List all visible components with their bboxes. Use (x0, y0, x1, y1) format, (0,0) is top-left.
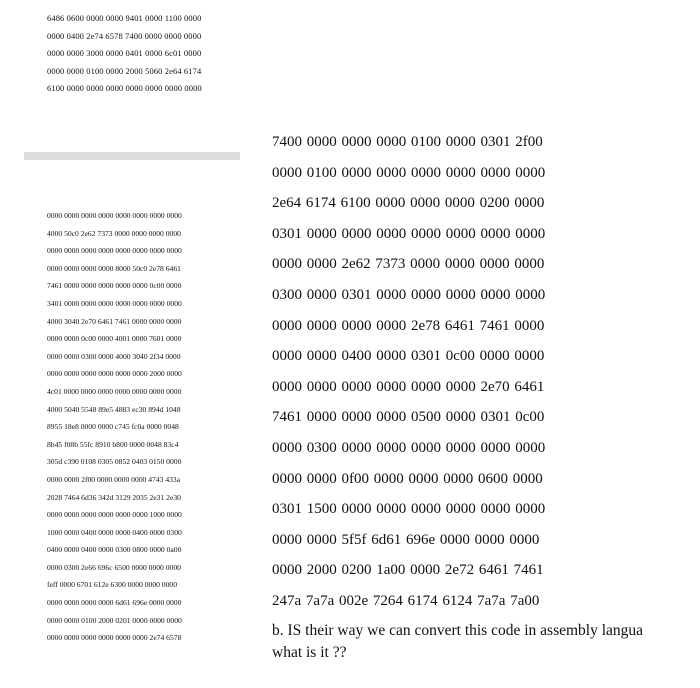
hex-dump-right-column (272, 127, 545, 617)
hex-line: 0000 0000 0000 0000 6d61 696e 0000 0000 (47, 598, 182, 608)
hex-line: 0000 0000 0c00 0000 4001 0000 7601 0000 (47, 334, 182, 344)
hex-line: 0301 0000 0000 0000 0000 0000 0000 0000 (272, 225, 546, 242)
hex-line: 0000 0000 0000 0000 0000 0000 2e74 6578 (47, 633, 182, 643)
hex-line: 6100 0000 0000 0000 0000 0000 0000 0000 (47, 83, 202, 93)
hex-line: 0000 0000 3000 0000 0401 0000 6c01 0000 (47, 48, 202, 58)
hex-line: 0000 0000 0000 0000 0000 0000 0000 0000 (47, 211, 182, 220)
hex-line: 0000 0000 2f00 0000 0000 0000 4743 433a (47, 474, 181, 484)
hex-line: 0000 0000 0f00 0000 0000 0000 0600 0000 (272, 470, 543, 487)
hex-line: 0000 0300 2e66 696c 6500 0000 0000 0000 (47, 562, 181, 572)
hex-dump-left-column (47, 207, 182, 647)
hex-line: 247a 7a7a 002e 7264 6174 6124 7a7a 7a00 (272, 592, 540, 609)
hex-line: 0000 0000 0000 0000 0000 0000 1000 0000 (47, 510, 182, 520)
hex-line: 0000 0000 0100 0000 2000 5060 2e64 6174 (47, 65, 202, 76)
hex-line: 0000 0000 0000 0000 0000 0000 0000 0000 (47, 246, 182, 256)
hex-line: 0000 0000 0000 0000 8000 50c0 2e78 6461 (47, 263, 181, 273)
hex-line: 0000 0000 2e62 7373 0000 0000 0000 0000 (272, 256, 545, 273)
hex-line: 0000 0400 2e74 6578 7400 0000 0000 0000 (47, 30, 202, 41)
hex-line: 1000 0000 0400 0000 0000 0400 0000 0300 (47, 527, 182, 537)
hex-line: 0301 1500 0000 0000 0000 0000 0000 0000 (272, 501, 546, 518)
hex-line: 0000 0000 0000 0000 0000 0000 2000 0000 (47, 369, 182, 379)
hex-line: 3401 0000 0000 0000 0000 0000 0000 0000 (47, 298, 182, 308)
hex-line: 7461 0000 0000 0000 0000 0000 0c00 0000 (47, 281, 182, 291)
hex-line: 0000 0000 0000 0000 2e78 6461 7461 0000 (272, 317, 545, 334)
hex-line: 4000 50c0 2e62 7373 0000 0000 0000 0000 (47, 228, 181, 238)
section-divider (24, 152, 240, 160)
hex-line: 2e64 6174 6100 0000 0000 0000 0200 0000 (272, 195, 545, 212)
hex-line: 0000 0000 0300 0000 4000 3040 2f34 0000 (47, 351, 181, 361)
hex-line: 4000 5040 5548 89e5 4883 ec30 894d 1048 (47, 404, 181, 414)
hex-line: 2028 7464 6d36 342d 3129 2035 2e31 2e30 (47, 492, 181, 502)
hex-line: 0300 0000 0301 0000 0000 0000 0000 0000 (272, 286, 546, 303)
hex-line: 4c01 0000 0000 0000 0000 0000 0000 0000 (47, 386, 182, 396)
hex-line: 7461 0000 0000 0000 0500 0000 0301 0c00 (272, 409, 545, 426)
hex-line: feff 0000 6701 612e 6300 0000 0000 0000 (47, 580, 177, 590)
question-text (272, 620, 697, 664)
hex-line: 0000 0000 0000 0000 0000 0000 2e70 6461 (272, 378, 545, 395)
hex-line: 8b45 f08b 55fc 8910 b800 0000 0048 83c4 (47, 439, 179, 449)
hex-line: 0000 2000 0200 1a00 0000 2e72 6461 7461 (272, 562, 544, 579)
hex-line: 305d c390 0108 0305 0852 0403 0150 0000 (47, 457, 182, 467)
hex-line: 0000 0100 0000 0000 0000 0000 0000 0000 (272, 164, 546, 181)
question-line-1: b. IS their way we can convert this code in assembly langua (272, 622, 644, 639)
hex-line: 6486 0600 0000 0000 9401 0000 1100 0000 (47, 13, 202, 23)
hex-line: 8955 18e8 0000 0000 c745 fc0a 0000 0048 (47, 422, 179, 432)
hex-line: 4000 3040 2e70 6461 7461 0000 0000 0000 (47, 316, 182, 326)
hex-dump-top-left (47, 10, 202, 98)
hex-line: 0000 0000 0400 0000 0301 0c00 0000 0000 (272, 348, 545, 365)
hex-line: 0400 0000 0400 0000 0300 0800 0000 0a00 (47, 545, 182, 555)
hex-line: 0000 0300 0000 0000 0000 0000 0000 0000 (272, 439, 546, 456)
hex-line: 7400 0000 0000 0000 0100 0000 0301 2f00 (272, 134, 543, 150)
hex-line: 0000 0000 0100 2000 0201 0000 0000 0000 (47, 615, 182, 625)
question-line-2: what is it ?? (272, 644, 347, 661)
hex-line: 0000 0000 5f5f 6d61 696e 0000 0000 0000 (272, 531, 540, 548)
